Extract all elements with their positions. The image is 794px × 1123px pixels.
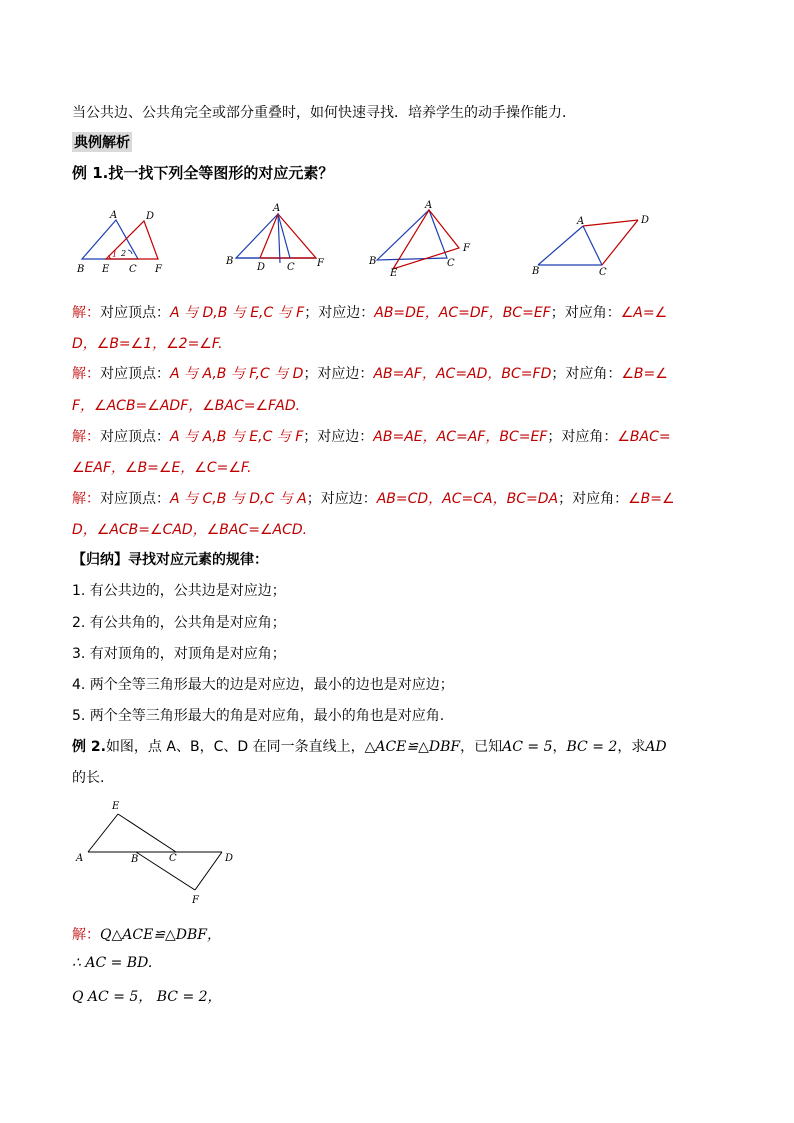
solution-4-line-2: D，∠ACB=∠CAD，∠BAC=∠ACD. <box>72 522 308 538</box>
solution-3-line-1: 解：对应顶点：A 与 A,B 与 E,C 与 F；对应边：AB=AE，AC=AF，BC=EF；对应角：∠BAC= <box>72 429 671 445</box>
fig4-label-d: D <box>641 215 650 226</box>
fig1-label-f: F <box>155 264 162 275</box>
figure-5 <box>70 798 250 908</box>
fig1-label-b: B <box>77 264 85 275</box>
solution-5-line-2: ∴ AC = BD. <box>72 955 153 971</box>
solution-2-line-2: F，∠ACB=∠ADF，∠BAC=∠FAD. <box>72 398 301 414</box>
fig1-label-d: D <box>146 211 155 222</box>
fig3-label-e: E <box>390 268 398 279</box>
fig3-label-c: C <box>447 258 455 269</box>
fig5-label-a: A <box>76 853 84 864</box>
summary-item: 3. 有对顶角的，对顶角是对应角； <box>72 646 286 662</box>
fig2-label-d: D <box>257 262 266 273</box>
fig1-label-e: E <box>102 264 110 275</box>
fig1-label-c: C <box>129 264 137 275</box>
example-2-line-1: 例 2.如图，点 A、B，C、D 在同一条直线上，△ACE≌△DBF，已知AC = 5，BC = 2，求AD <box>72 739 667 755</box>
figure-2 <box>220 200 330 280</box>
section-heading: 典例解析 <box>72 132 132 152</box>
fig1-label-2: 2 <box>121 249 127 258</box>
fig1-label-1: 1 <box>112 250 118 259</box>
intro-text: 当公共边、公共角完全或部分重叠时，如何快速寻找．培养学生的动手操作能力． <box>72 105 576 121</box>
fig1-label-a: A <box>110 210 118 221</box>
summary-title: 【归纳】寻找对应元素的规律： <box>72 552 268 568</box>
figure-1 <box>70 204 170 284</box>
solution-5-line-1: 解：Q△ACE≌△DBF， <box>72 927 222 943</box>
summary-item: 2. 有公共角的，公共角是对应角； <box>72 615 286 631</box>
summary-item: 1. 有公共边的，公共边是对应边； <box>72 583 286 599</box>
fig5-label-e: E <box>112 801 120 812</box>
solution-2-line-1: 解：对应顶点：A 与 A,B 与 F,C 与 D；对应边：AB=AF，AC=AD，BC=FD；对应角：∠B=∠ <box>72 366 668 382</box>
fig5-label-d: D <box>225 853 234 864</box>
fig2-label-b: B <box>226 256 234 267</box>
solution-3-line-2: ∠EAF，∠B=∠E，∠C=∠F. <box>72 460 252 476</box>
fig5-label-b: B <box>131 854 139 865</box>
fig2-label-c: C <box>287 262 295 273</box>
fig5-label-f: F <box>192 895 199 906</box>
fig3-label-a: A <box>425 200 433 211</box>
solution-1-line-2: D，∠B=∠1，∠2=∠F. <box>72 336 223 352</box>
fig5-label-c: C <box>169 853 177 864</box>
fig4-label-a: A <box>577 216 585 227</box>
fig4-label-c: C <box>599 267 607 278</box>
fig4-label-b: B <box>532 266 540 277</box>
figure-3 <box>365 198 485 282</box>
summary-item: 5. 两个全等三角形最大的角是对应角，最小的角也是对应角. <box>72 708 445 724</box>
fig3-label-f: F <box>463 243 470 254</box>
solution-4-line-1: 解：对应顶点：A 与 C,B 与 D,C 与 A；对应边：AB=CD，AC=CA，BC=DA；对应角：∠B=∠ <box>72 491 675 507</box>
solution-1-line-1: 解：对应顶点：A 与 D,B 与 E,C 与 F；对应边：AB=DE，AC=DF，BC=EF；对应角：∠A=∠ <box>72 305 668 321</box>
fig3-label-b: B <box>369 256 377 267</box>
example-2-line-2: 的长. <box>72 770 105 786</box>
fig2-label-f: F <box>317 258 324 269</box>
example-1-title: 例 1.找一找下列全等图形的对应元素？ <box>72 164 334 182</box>
fig2-label-a: A <box>273 203 281 214</box>
figure-4 <box>528 210 658 280</box>
summary-item: 4. 两个全等三角形最大的边是对应边，最小的边也是对应边； <box>72 677 454 693</box>
solution-5-line-3: Q AC = 5， BC = 2， <box>72 989 222 1005</box>
